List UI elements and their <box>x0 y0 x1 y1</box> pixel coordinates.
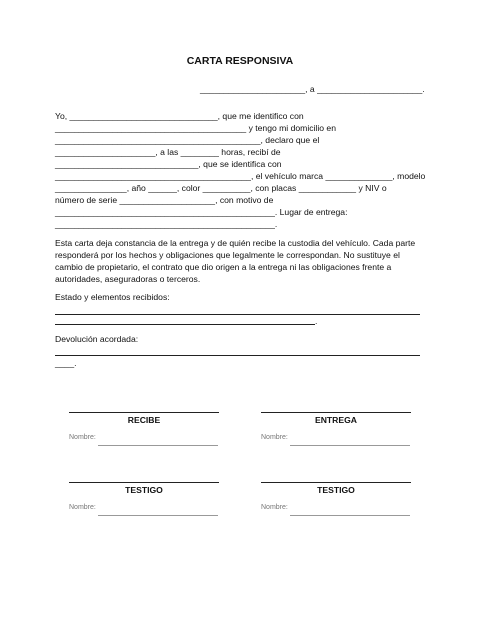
signature-role: TESTIGO <box>125 485 163 495</box>
body-line: _________________________________________, el vehículo marca ______________, modelo <box>55 171 426 181</box>
body-line: ___________________________________________, declaro que el <box>55 135 320 145</box>
body-line: _______________, año ______, color __________, con placas ____________ y NIV o <box>55 183 387 193</box>
body-line: _____________________, a las ________ horas, recibí de <box>55 147 281 157</box>
signature-role: RECIBE <box>127 415 161 425</box>
body-line: número de serie ____________________, con motivo de <box>55 195 274 205</box>
name-field[interactable] <box>290 445 410 446</box>
name-field[interactable] <box>98 515 218 516</box>
signature-role: ENTREGA <box>314 415 358 425</box>
devolucion-label: Devolución acordada: <box>55 334 139 344</box>
devolucion-end: ____. <box>55 358 77 368</box>
body-line: ________________________________________ y tengo mi domicilio en <box>55 123 336 133</box>
signature-role: TESTIGO <box>317 485 355 495</box>
document-title: CARTA RESPONSIVA <box>186 55 294 67</box>
name-field[interactable] <box>290 515 410 516</box>
signature-line <box>261 482 411 483</box>
estado-end: . <box>315 316 318 326</box>
signature-line <box>69 412 219 413</box>
estado-rule <box>55 314 420 315</box>
name-label: Nombre: <box>69 504 96 511</box>
body-line: ______________________________________________. <box>55 219 278 229</box>
signature-line <box>261 412 411 413</box>
date-line: ______________________, a ______________________. <box>200 84 425 94</box>
disclaimer-paragraph: Esta carta deja constancia de la entrega y de quién recibe la custodia del vehículo. Cada parte responderá por los hechos y obligaciones que legalmente le correspondan. No sustituye el cambio de propietario, el contrato que dio origen a la entrega ni las obligaciones frente a autoridades, aseguradoras o terceros. <box>55 238 416 284</box>
name-label: Nombre: <box>69 434 96 441</box>
body-line: ______________________________________________. Lugar de entrega: <box>55 207 348 217</box>
name-label: Nombre: <box>261 504 288 511</box>
devolucion-rule <box>55 355 420 356</box>
signature-line <box>69 482 219 483</box>
body-line: Yo, _______________________________, que me identifico con <box>55 111 304 121</box>
name-field[interactable] <box>98 445 218 446</box>
estado-rule <box>55 324 315 325</box>
name-label: Nombre: <box>261 434 288 441</box>
estado-label: Estado y elementos recibidos: <box>55 292 170 302</box>
body-line: ______________________________, que se identifica con <box>55 159 282 169</box>
